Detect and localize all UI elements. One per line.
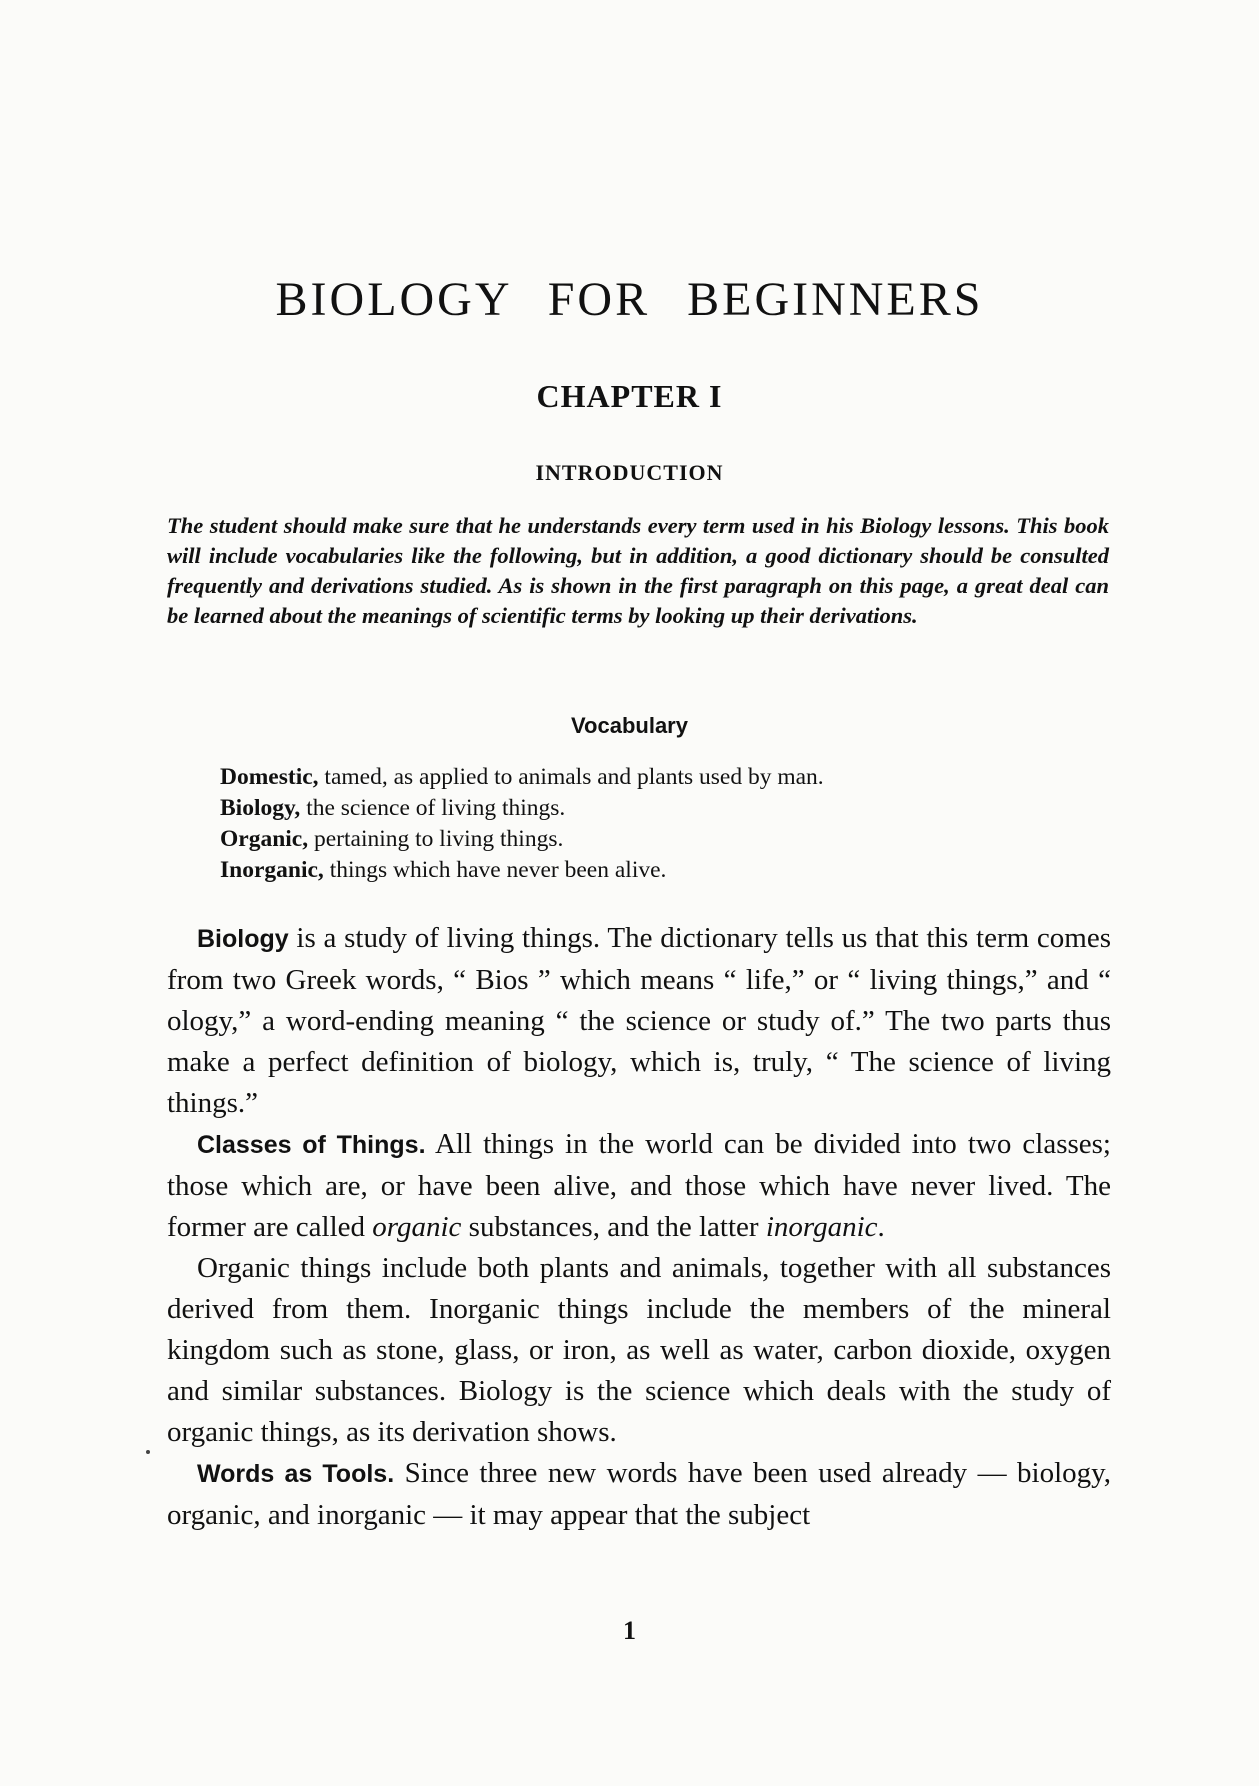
vocabulary-definition: things which have never been alive.	[323, 857, 667, 883]
vocabulary-term: Inorganic,	[220, 857, 324, 883]
page-number: 1	[623, 1616, 636, 1645]
paragraph-text: Organic things include both plants and animals, together with all substances derived from them. Inorganic things include the members of the mineral kingdom such as stone, glass, or iron, as well as water, carbon dioxide, oxygen and similar substances. Biology is the science which deals with the study of organic things, as its derivation shows.	[167, 1252, 1111, 1448]
vocabulary-term: Biology,	[220, 795, 301, 821]
vocabulary-term: Organic,	[220, 826, 309, 852]
paragraph-biology	[167, 918, 1111, 1124]
vocabulary-item	[220, 762, 1100, 793]
paragraph-text: All things in the world can be divided into two classes; those which are, or have been alive, and those which have never lived. The former are called	[167, 1128, 1111, 1243]
vocabulary-definition: the science of living things.	[300, 795, 566, 821]
vocabulary-item	[220, 793, 1100, 824]
run-in-heading: Biology	[197, 925, 289, 953]
italic-term: inorganic	[765, 1211, 878, 1243]
vocabulary-definition: pertaining to living things.	[308, 826, 564, 852]
paragraph-text: substances, and the latter	[461, 1211, 766, 1243]
paragraph-words-as-tools	[167, 1453, 1111, 1536]
vocabulary-list	[220, 762, 1100, 886]
body-text	[167, 918, 1111, 1536]
italic-term: organic	[372, 1211, 462, 1243]
paragraph-classes-of-things	[167, 1124, 1111, 1248]
vocabulary-item	[220, 855, 1100, 886]
ink-speck	[146, 1450, 150, 1454]
vocabulary-definition: tamed, as applied to animals and plants used by man.	[318, 764, 824, 790]
paragraph-organic-things	[167, 1248, 1111, 1453]
run-in-heading: Classes of Things.	[197, 1131, 426, 1159]
chapter-heading: CHAPTER I	[536, 378, 723, 414]
book-title: BIOLOGY FOR BEGINNERS	[275, 273, 984, 326]
paragraph-text: is a study of living things. The dictionary tells us that this term comes from two Greek words, “ Bios ” which means “ life,” or “ living things,” and “ ology,” a word-ending meaning “ the science or study of.” The two parts thus make a perfect definition of biology, which is, truly, “ The science of living things.”	[167, 922, 1111, 1119]
section-heading: INTRODUCTION	[535, 460, 724, 485]
run-in-heading: Words as Tools.	[197, 1460, 395, 1488]
paragraph-text: Since three new words have been used already — biology, organic, and inorganic — it may appear that the subject	[167, 1457, 1111, 1531]
vocabulary-item	[220, 824, 1100, 855]
paragraph-text: .	[877, 1211, 885, 1243]
vocabulary-heading: Vocabulary	[571, 713, 688, 738]
vocabulary-term: Domestic,	[220, 764, 319, 790]
intro-paragraph: The student should make sure that he understands every term used in his Biology lessons. This book will include vocabularies like the following, but in addition, a good dictionary should be consulted frequently and derivations studied. As is shown in the first paragraph on this page, a great deal can be learned about the meanings of scientific terms by looking up their derivations.	[167, 513, 1109, 628]
